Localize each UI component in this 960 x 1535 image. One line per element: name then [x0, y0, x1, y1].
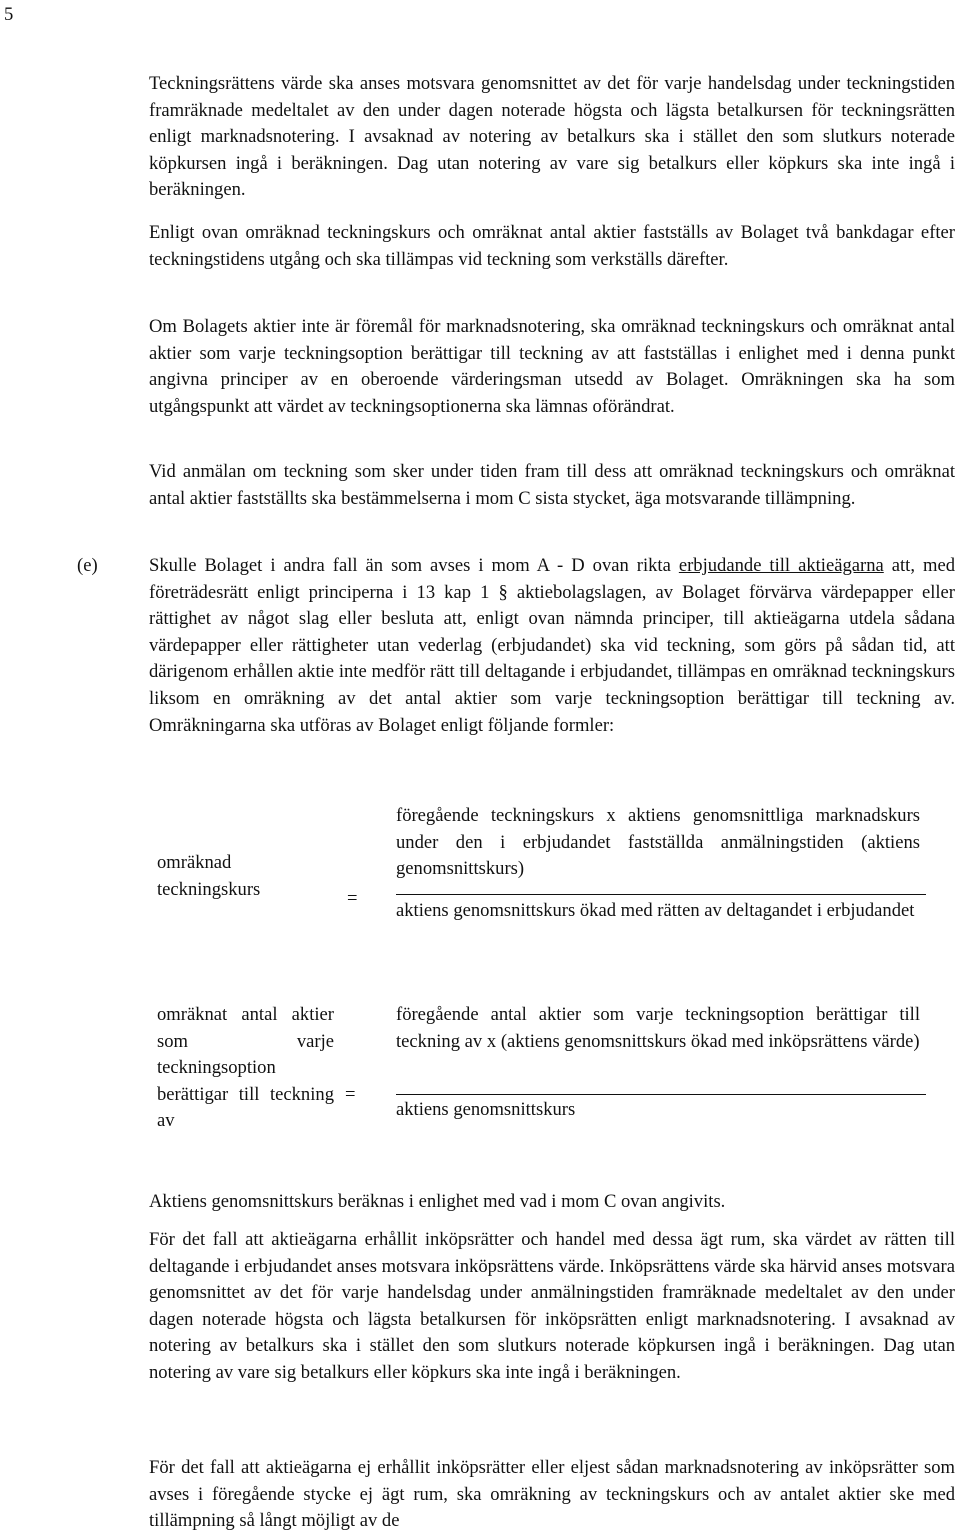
formula-2-denominator: aktiens genomsnittskurs: [396, 1099, 576, 1120]
paragraph-purchase-rights-value: För det fall att aktieägarna erhållit inköpsrätter och handel med dessa ägt rum, ska värdet av rätten till deltagande i erbjudandet anses motsvara inköpsrättens värde. Inköpsrättens värde ska härvid anses motsvara genomsnittet av det för varje handelsdag under anmälningstiden framräknade medeltalet av den under dagen noterade högsta och lägsta betalkursen för inköpsrätten enligt marknadsnotering. I avsaknad av notering av betalkurs ska i stället den som slutkurs noterade köpkursen ingå i beräkningen. Dag utan notering av vare sig betalkurs eller köpkurs ska inte ingå i beräkningen.: [149, 1229, 955, 1383]
offer-underlined-text: erbjudande till aktieägarna: [678, 555, 884, 576]
paragraph-unlisted-shares: Om Bolagets aktier inte är föremål för marknadsnotering, ska omräknad teckningskurs och omräknat antal aktier som varje teckningsoption berättigar till teckning av att fastställas i enlighet med i denna punkt angivna principer av en oberoende värderingsman utsedd av Bolaget. Omräkningen ska ha som utgångspunkt att värdet av teckningsoptionerna ska lämnas oförändrat.: [149, 316, 955, 417]
paragraph-average-price-note: Aktiens genomsnittskurs beräknas i enlighet med vad i mom C ovan angivits.: [149, 1191, 726, 1212]
paragraph-offer-to-shareholders: [149, 553, 955, 739]
formula-2-numerator: föregående antal aktier som varje teckningsoption berättigar till teckning av x (aktiens genomsnittskurs ökad med inköpsrättens värde): [396, 1004, 920, 1052]
paragraph-no-purchase-rights: För det fall att aktieägarna ej erhållit inköpsrätter eller eljest sådan marknadsnotering av inköpsrätter som avses i föregående stycke ej ägt rum, ska omräkning av teckningskurs och av antalet aktier ske med tillämpning så långt möjligt av de: [149, 1457, 955, 1532]
offer-text-start: Skulle Bolaget i andra fall än som avses i mom A - D ovan rikta: [149, 555, 679, 576]
formula-2-equals-sign: =: [345, 1084, 356, 1105]
formula-1-left-term: omräknad teckningskurs: [157, 852, 261, 900]
formula-1-fraction-bar: [396, 894, 926, 895]
formula-2-fraction-bar: [396, 1094, 926, 1095]
offer-text-end: att, med företrädesrätt enligt principerna i 13 kap 1 § aktiebolagslagen, av Bolaget förvärva värdepapper eller rättighet av något slag eller besluta att, enligt ovan nämnda principer, till aktieägarna utdela sådana värdepapper eller rättigheter utan vederlag (erbjudandet) ska vid teckning, som görs på sådan tid, att därigenom erhållen aktie inte medför rätt till deltagande i erbjudandet, tillämpas en omräknad teckningskurs liksom en omräkning av det antal aktier som varje teckningsoption berättigar till teckning av. Omräkningarna ska utföras av Bolaget enligt följande formler:: [149, 555, 955, 736]
paragraph-subscription-right-value: Teckningsrättens värde ska anses motsvara genomsnittet av det för varje handelsdag under teckningstiden framräknade medeltalet av den under dagen noterade högsta och lägsta betalkursen för teckningsrätten enligt marknadsnotering. I avsaknad av notering av betalkurs ska i stället den som slutkurs noterade köpkursen ingå i beräkningen. Dag utan notering av vare sig betalkurs eller köpkurs ska inte ingå i beräkningen.: [149, 73, 955, 201]
paragraph-recalculated-price-set: Enligt ovan omräknad teckningskurs och omräknat antal aktier fastställs av Bolaget två bankdagar efter teckningstidens utgång och ska tillämpas vid teckning som verkställs därefter.: [149, 222, 955, 270]
formula-2-left-term: omräknat antal aktier som varje teckningsoption berättigar till teckning av: [157, 1004, 334, 1132]
section-marker-e: (e): [77, 555, 98, 576]
page-number: 5: [4, 4, 14, 25]
formula-1-numerator: föregående teckningskurs x aktiens genomsnittliga marknadskurs under den i erbjudandet fastställda anmälningstiden (aktiens genomsnittskurs): [396, 805, 920, 880]
formula-1-denominator: aktiens genomsnittskurs ökad med rätten av deltagandet i erbjudandet: [396, 900, 915, 921]
paragraph-subscription-notice: Vid anmälan om teckning som sker under tiden fram till dess att omräknad teckningskurs och omräknat antal aktier fastställts ska bestämmelserna i mom C sista stycket, äga motsvarande tillämpning.: [149, 461, 955, 509]
formula-1-equals-sign: =: [347, 888, 358, 909]
